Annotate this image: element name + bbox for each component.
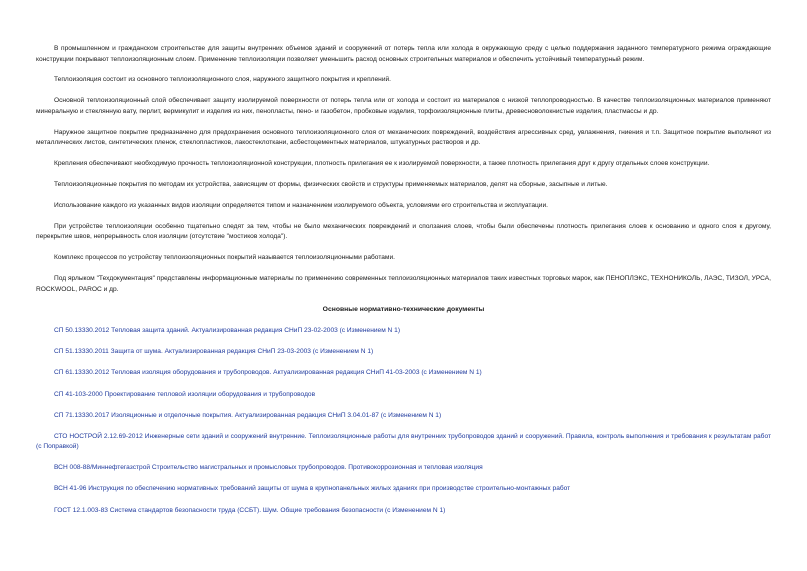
document-body <box>36 44 771 527</box>
paragraph-fastenings: Крепления обеспечивают необходимую прочность теплоизоляционной конструкции, плотность прилегания ее к изолируемой поверхности, а также плотность прилегания друг к другу отдельных слоев конструкции. <box>54 160 710 168</box>
paragraph-intro: В промышленном и гражданском строительстве для защиты внутренних объемов зданий и сооружений от потерь тепла или холода в окружающую среду с целью поддержания заданного температурного режима ограждающие конструкции покрывают теплоизоляционным слоем. Применение теплоизоляции позволяет уменьшить расход основных строительных материалов и обеспечить устойчивый температурный режим. <box>36 45 771 63</box>
doc-link-sp-61[interactable]: СП 61.13330.2012 Тепловая изоляция оборудования и трубопроводов. Актуализированная редакция СНиП 41-03-2003 (с Изменением N 1) <box>54 369 482 377</box>
doc-link-sp-41-103[interactable]: СП 41-103-2000 Проектирование тепловой изоляции оборудования и трубопроводов <box>54 390 316 398</box>
paragraph-tech-docs: Под ярлыком "Техдокументация" представлены информационные материалы по применению современных теплоизоляционных материалов таких известных торговых марок, как ПЕНОПЛЭКС, ТЕХНОНИКОЛЬ, ЛАЭС, ТИЗОЛ, УРСА, ROCKWOOL, PAROC и др. <box>36 275 771 293</box>
doc-link-vsn-41[interactable]: ВСН 41-96 Инструкция по обеспечению нормативных требований защиты от шума в крупнопанельных жилых зданиях при производстве строительно-монтажных работ <box>54 485 571 493</box>
paragraph-protective-cover: Наружное защитное покрытие предназначено для предохранения основного теплоизоляционного слоя от механических повреждений, воздействия агрессивных сред, увлажнения, гниения и т.п. Защитное покрытие выполняют из металлических листов, синтетических пленок, стеклопластиков, лакостеклоткани, асбестоцементных материалов, штукатурных растворов и др. <box>36 128 771 147</box>
paragraph-usage: Использование каждого из указанных видов изоляции определяется типом и назначением изолируемого объекта, условиями его строительства и эксплуатации. <box>54 201 549 209</box>
doc-link-sp-50[interactable]: СП 50.13330.2012 Тепловая защита зданий. Актуализированная редакция СНиП 23-02-2003 (с Изменением N 1) <box>54 327 401 335</box>
doc-link-sp-51[interactable]: СП 51.13330.2011 Защита от шума. Актуализированная редакция СНиП 23-03-2003 (с Изменением N 1) <box>54 348 374 356</box>
paragraph-installation: При устройстве теплоизоляции особенно тщательно следят за тем, чтобы не было механических повреждений и сползания слоев, чтобы были обеспечены плотность прилегания слоев к основанию и одного слоя к другому, перекрытие швов, непрерывность слоя изоляции (отсутствие "мостиков холода"). <box>36 222 771 241</box>
section-heading: Основные нормативно-технические документы <box>322 306 485 314</box>
paragraph-definition: Комплекс процессов по устройству теплоизоляционных покрытий называется теплоизоляционными работами. <box>54 254 395 262</box>
paragraph-composition: Теплоизоляция состоит из основного теплоизоляционного слоя, наружного защитного покрытия и креплений. <box>54 76 392 84</box>
doc-link-sto-nostroy[interactable]: СТО НОСТРОЙ 2.12.69-2012 Инженерные сети зданий и сооружений внутренние. Теплоизоляционные работы для внутренних трубопроводов зданий и сооружений. Правила, контроль выполнения и требования к результатам работ (с Поправкой) <box>36 432 771 451</box>
doc-link-sp-71[interactable]: СП 71.13330.2017 Изоляционные и отделочные покрытия. Актуализированная редакция СНиП 3.04.01-87 (с Изменением N 1) <box>54 411 442 419</box>
paragraph-main-layer: Основной теплоизоляционный слой обеспечивает защиту изолируемой поверхности от потерь тепла или от холода и состоит из материалов с низкой теплопроводностью. В качестве теплоизоляционных материалов применяют минеральную и стеклянную вату, перлит, вермикулит и изделия из них, пенопласты, пено- и газобетон, пробковые изделия, торфоизоляционные плиты, древесноволокнистые изделия, пластмассы и др. <box>36 97 771 115</box>
paragraph-coating-types: Теплоизоляционные покрытия по методам их устройства, зависящим от формы, физических свойств и структуры применяемых материалов, делят на сборные, засыпные и литые. <box>54 180 608 188</box>
doc-link-gost[interactable]: ГОСТ 12.1.003-83 Система стандартов безопасности труда (ССБТ). Шум. Общие требования безопасности (с Изменением N 1) <box>54 506 446 514</box>
doc-link-vsn-008[interactable]: ВСН 008-88/Миннефтегазстрой Строительство магистральных и промысловых трубопроводов. Противокоррозионная и тепловая изоляция <box>54 464 483 472</box>
